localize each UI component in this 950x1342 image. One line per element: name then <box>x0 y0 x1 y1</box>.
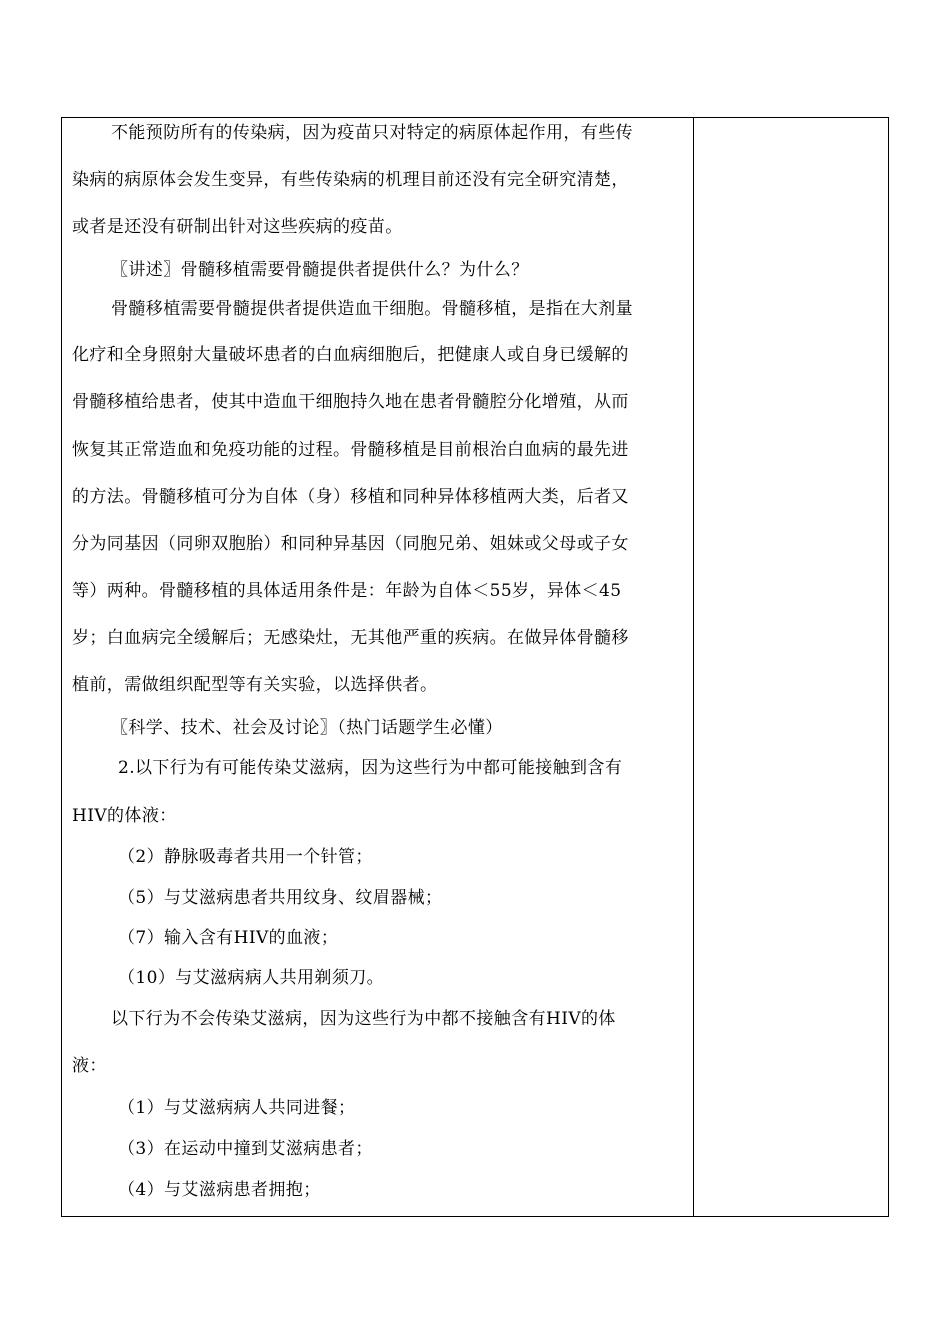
list-item: （4）与艾滋病患者拥抱； <box>118 1180 321 1200</box>
section-heading: 〖讲述〗骨髓移植需要骨髓提供者提供什么？为什么？ <box>111 260 529 280</box>
list-item: （10）与艾滋病病人共用剃须刀。 <box>118 968 385 988</box>
paragraph-line: 2.以下行为有可能传染艾滋病，因为这些行为中都可能接触到含有 <box>118 758 623 778</box>
paragraph-line: HIV的体液： <box>72 806 177 826</box>
paragraph-line: 分为同基因（同卵双胞胎）和同种异基因（同胞兄弟、姐妹或父母或子女 <box>72 534 629 554</box>
paragraph-line: 或者是还没有研制出针对这些疾病的疫苗。 <box>72 217 403 237</box>
list-item: （1）与艾滋病病人共同进餐； <box>118 1098 356 1118</box>
section-heading: 〖科学、技术、社会及讨论〗（热门话题学生必懂） <box>111 718 503 738</box>
list-item: （2）静脉吸毒者共用一个针管； <box>118 847 373 867</box>
notes-cell <box>694 118 888 1216</box>
lesson-table <box>61 117 889 1217</box>
paragraph-line: 恢复其正常造血和免疫功能的过程。骨髓移植是目前根治白血病的最先进 <box>72 440 629 460</box>
paragraph-line: 植前，需做组织配型等有关实验，以选择供者。 <box>72 675 438 695</box>
list-item: （3）在运动中撞到艾滋病患者； <box>118 1139 373 1159</box>
paragraph-line: 骨髓移植需要骨髓提供者提供造血干细胞。骨髓移植，是指在大剂量 <box>111 299 633 319</box>
paragraph-line: 骨髓移植给患者，使其中造血干细胞持久地在患者骨髓腔分化增殖，从而 <box>72 392 629 412</box>
paragraph-line: 的方法。骨髓移植可分为自体（身）移植和同种异体移植两大类，后者又 <box>72 487 629 507</box>
paragraph-line: 化疗和全身照射大量破坏患者的白血病细胞后，把健康人或自身已缓解的 <box>72 345 629 365</box>
list-item: （7）输入含有HIV的血液； <box>118 928 339 948</box>
paragraph-line: 等）两种。骨髓移植的具体适用条件是：年龄为自体＜55岁，异体＜45 <box>72 581 622 601</box>
paragraph-line: 不能预防所有的传染病，因为疫苗只对特定的病原体起作用，有些传 <box>111 123 633 143</box>
paragraph-line: 以下行为不会传染艾滋病，因为这些行为中都不接触含有HIV的体 <box>111 1009 616 1029</box>
paragraph-line: 液： <box>72 1056 107 1076</box>
list-item: （5）与艾滋病患者共用纹身、纹眉器械； <box>118 888 443 908</box>
paragraph-line: 岁；白血病完全缓解后；无感染灶，无其他严重的疾病。在做异体骨髓移 <box>72 628 629 648</box>
paragraph-line: 染病的病原体会发生变异，有些传染病的机理目前还没有完全研究清楚， <box>72 170 629 190</box>
